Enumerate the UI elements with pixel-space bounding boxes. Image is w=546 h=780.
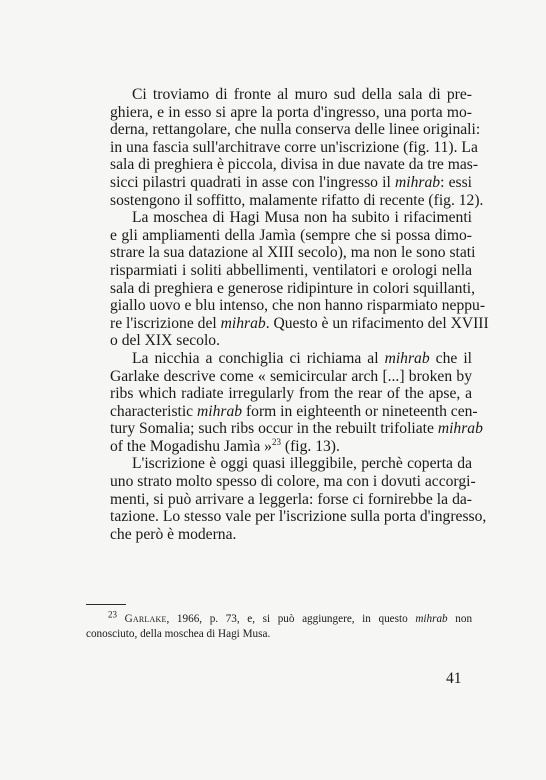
text-line: e gli ampliamenti della Jamìa (sempre che si possa dimo- [110, 226, 472, 244]
body-text [86, 86, 489, 543]
footnote-line: conosciuto, della moschea di Hagi Musa. [86, 628, 271, 640]
page-number: 41 [446, 670, 462, 687]
footnote-reference: 23 [271, 436, 281, 447]
footnote-rule [86, 604, 126, 605]
text-line: risparmiati i soliti abbellimenti, ventilatori e orologi nella [110, 261, 472, 279]
text-line: tazione. Lo stesso vale per l'iscrizione sulla porta d'ingresso, [110, 508, 487, 526]
text-line: in una fascia sull'architrave corre un'iscrizione (fig. 11). La [110, 138, 478, 156]
italic-term: mihrab [395, 173, 441, 191]
footnote-text: , 1966, p. 73, e, si può aggiungere, in questo [166, 613, 408, 625]
text-line: L'iscrizione è oggi quasi illeggibile, perchè coperta da [132, 455, 472, 473]
footnote-text: non [455, 613, 473, 625]
italic-term: mihrab [197, 402, 243, 420]
text-line: sala di preghiera è piccola, divisa in due navate da tre mas- [110, 156, 479, 174]
text-line: La moschea di Hagi Musa non ha subito i rifacimenti [132, 209, 472, 227]
footnote-number: 23 [108, 609, 117, 620]
text-line: strare la sua datazione al XIII secolo), ma non le sono stati [110, 244, 476, 262]
footnote-author: Garlake [124, 613, 167, 625]
text-line: che però è moderna. [110, 525, 237, 543]
text-line: Ci troviamo di fronte al muro sud della sala di pre- [132, 86, 472, 103]
text-line [86, 438, 472, 456]
text-line: sicci pilastri quadrati in asse con l'ingresso il mihrab: essi [110, 173, 472, 191]
text-line: Garlake descrive come « semicircular arch [...] broken by [110, 367, 472, 385]
italic-term: mihrab [384, 349, 430, 367]
italic-term: mihrab [437, 420, 483, 438]
text-line: re l'iscrizione del mihrab. Questo è un rifacimento del XVIII [110, 314, 489, 332]
paragraph-1 [86, 86, 484, 209]
text-line: La nicchia a conchiglia ci richiama al mihrab che il [132, 349, 472, 367]
footnote-italic-term: mihrab [415, 613, 448, 625]
paragraph-2 [86, 209, 489, 350]
footnote [86, 609, 473, 642]
text-line: tury Somalia; such ribs occur in the rebuilt trifoliate mihrab [110, 420, 483, 438]
footnote-line [86, 609, 473, 627]
text-line: ribs which radiate irregularly from the rear of the apse, a [110, 385, 472, 403]
italic-term: mihrab [220, 314, 266, 332]
text-line: uno strato molto spesso di colore, ma con i dovuti accorgi- [110, 473, 476, 491]
text-line: ghiera, e in esso si apre la porta d'ingresso, una porta mo- [110, 103, 472, 121]
text-line: o del XIX secolo. [110, 332, 220, 350]
text-line: giallo uovo e blu intenso, che non hanno risparmiato neppu- [110, 297, 486, 315]
text-line: derna, rettangolare, che nulla conserva delle linee originali: [110, 121, 481, 139]
text-line: sostengono il soffitto, malamente rifatto di recente (fig. 12). [110, 191, 484, 209]
figure-reference: (fig. 13). [284, 437, 340, 455]
text-line: sala di preghiera e generose ridipinture in colori squillanti, [110, 279, 476, 297]
paragraph-3 [86, 349, 487, 544]
text-line: characteristic mihrab form in eighteenth or nineteenth cen- [110, 402, 478, 420]
text-line: menti, si può arrivare a leggerla: forse ci fornirebbe la da- [110, 490, 472, 508]
text-fragment: of the Mogadishu Jamìa » [110, 437, 272, 455]
